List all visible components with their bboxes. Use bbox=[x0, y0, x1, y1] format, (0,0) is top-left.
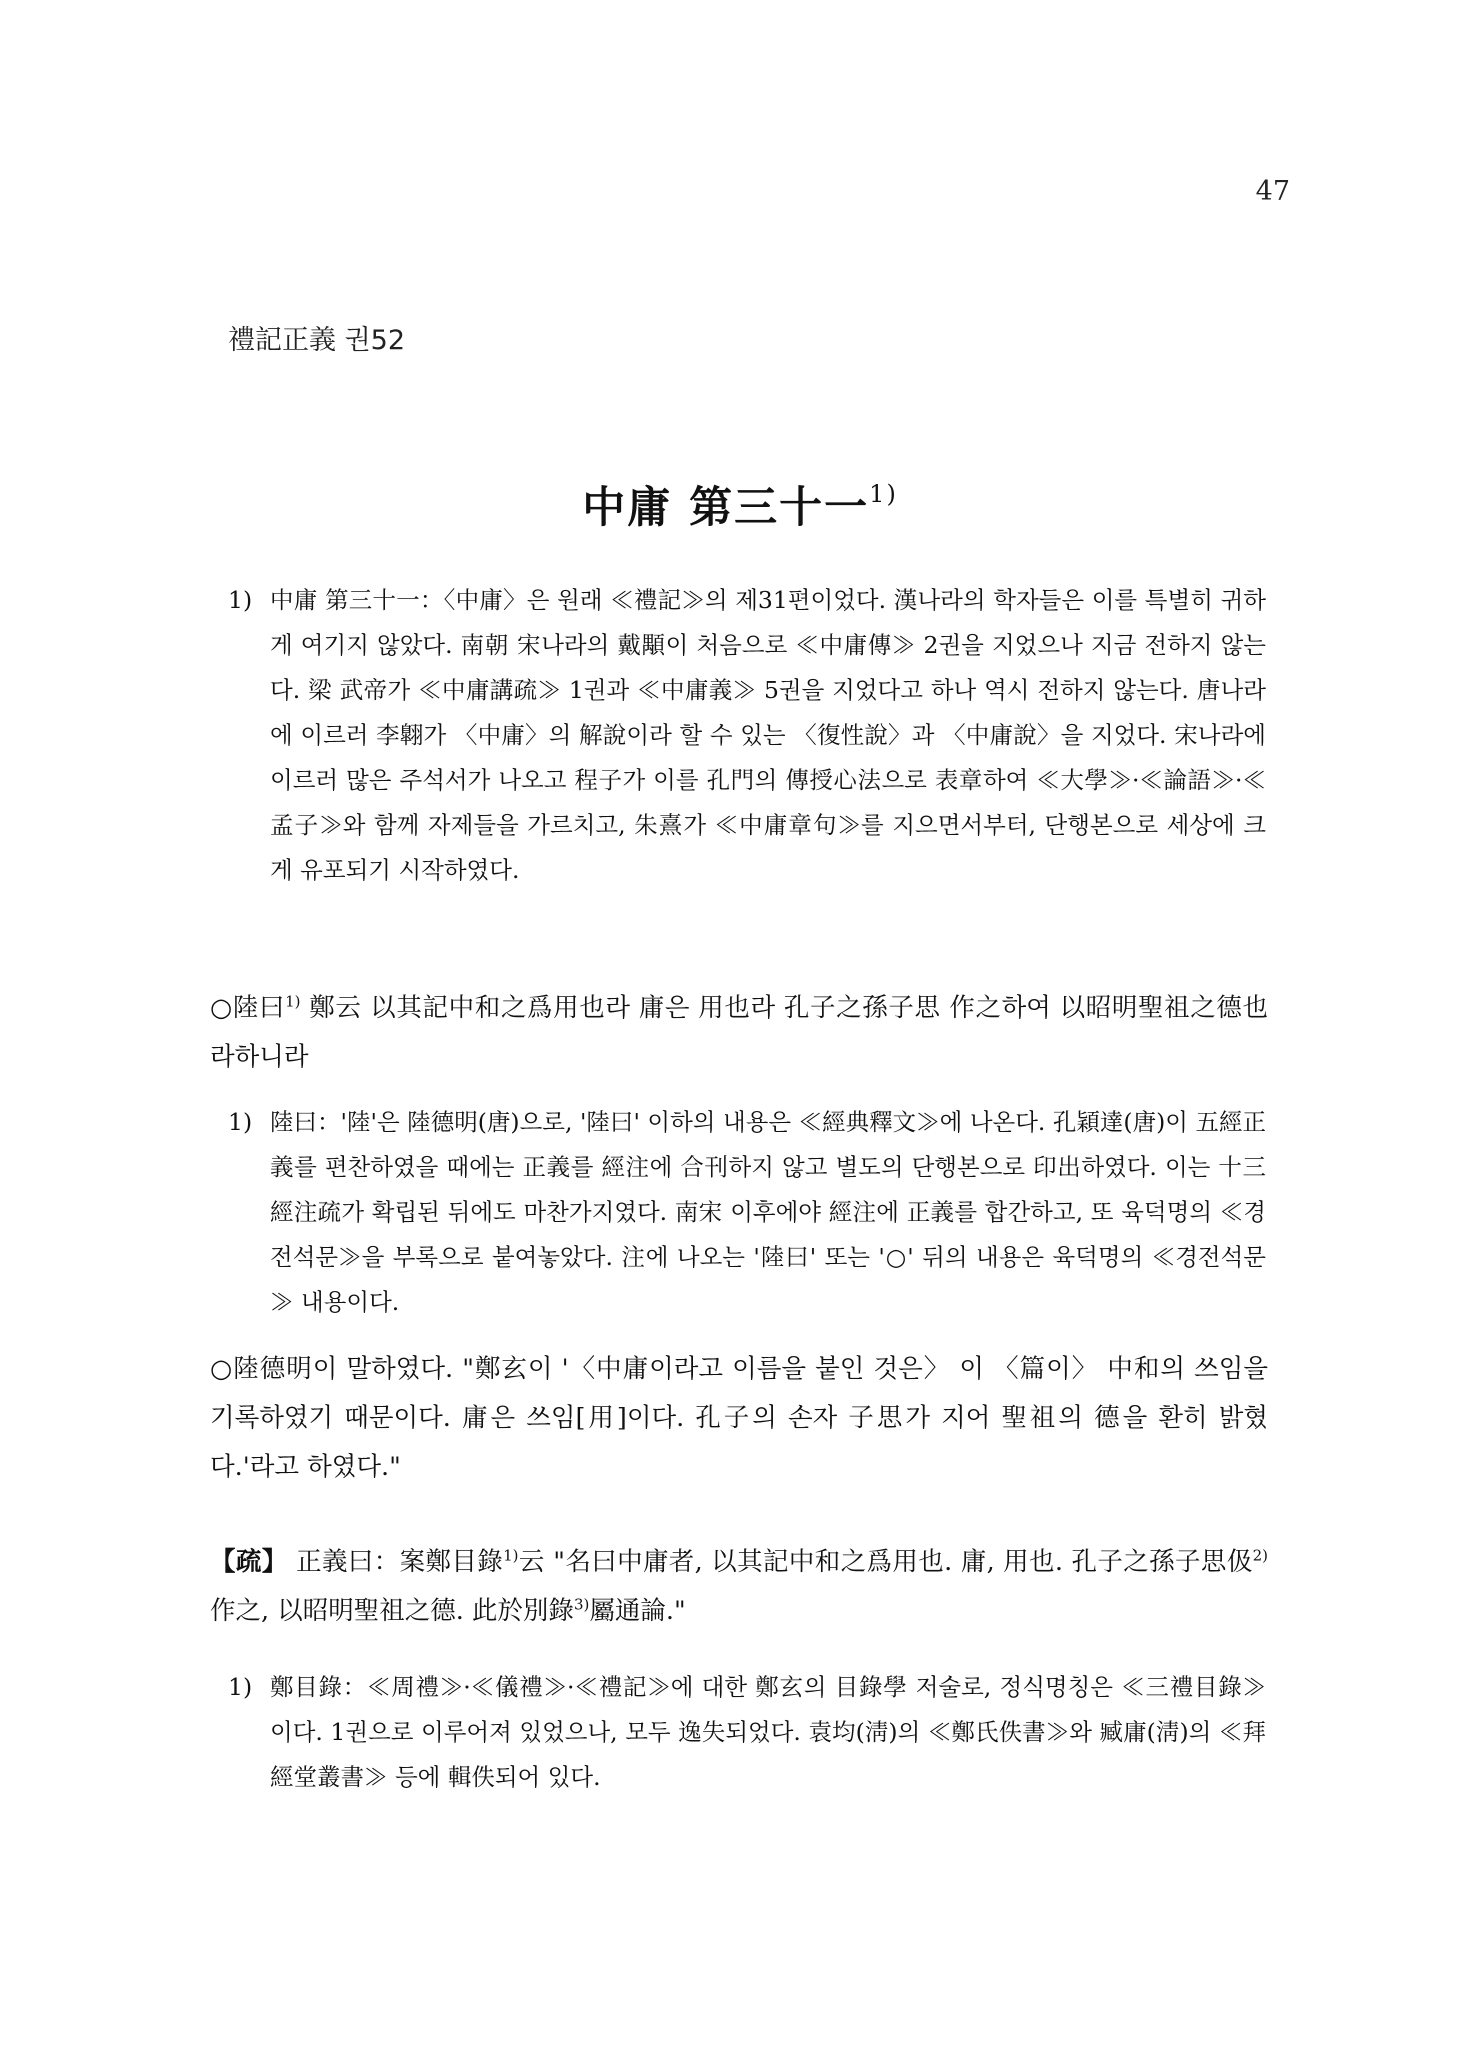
lu-translation: ○陸德明이 말하였다. "鄭玄이 '〈中庸이라고 이름을 붙인 것은〉 이 〈篇이〉 中和의 쓰임을 기록하였기 때문이다. 庸은 쓰임[用]이다. 孔子의 손자 子思가 지어 聖祖의 德을 환히 밝혔다.'라고 하였다." bbox=[210, 1354, 1268, 1482]
footnote-mark: 1) bbox=[228, 586, 253, 614]
footnote-text: 中庸 第三十一：〈中庸〉은 원래 ≪禮記≫의 제31편이었다. 漢나라의 학자들은 이를 특별히 귀하게 여기지 않았다. 南朝 宋나라의 戴顒이 처음으로 ≪中庸傳≫ 2권을 지었으나 지금 전하지 않는다. 梁 武帝가 ≪中庸講疏≫ 1권과 ≪中庸義≫ 5권을 지었다고 하나 역시 전하지 않는다. 唐나라에 이르러 李翺가 〈中庸〉의 解說이라 할 수 있는 〈復性說〉과 〈中庸說〉을 지었다. 宋나라에 이르러 많은 주석서가 나오고 程子가 이를 孔門의 傳授心法으로 表章하여 ≪大學≫·≪論語≫·≪孟子≫와 함께 자제들을 가르치고, 朱熹가 ≪中庸章句≫를 지으면서부터, 단행본으로 세상에 크게 유포되기 시작하였다. bbox=[270, 586, 1266, 884]
lu-footnote-mark: 1) bbox=[285, 992, 301, 1011]
chapter-title-text: 中庸 第三十一 bbox=[582, 483, 870, 533]
footnote-text: 陸曰：'陸'은 陸德明(唐)으로, '陸曰' 이하의 내용은 ≪經典釋文≫에 나온다. 孔穎達(唐)이 五經正義를 편찬하였을 때에는 正義를 經注에 合刊하지 않고 별도의 단행본으로 印出하였다. 이는 十三經注疏가 확립된 뒤에도 마찬가지였다. 南宋 이후에야 經注에 正義를 합간하고, 또 육덕명의 ≪경전석문≫을 부록으로 붙여놓았다. 注에 나오는 '陸曰' 또는 '○' 뒤의 내용은 육덕명의 ≪경전석문≫ 내용이다. bbox=[270, 1108, 1266, 1316]
lu-body: 鄭云 以其記中和之爲用也라 庸은 用也라 孔子之孫子思 作之하여 以昭明聖祖之德也라하니라 bbox=[210, 993, 1268, 1072]
footnote-text: 鄭目錄：≪周禮≫·≪儀禮≫·≪禮記≫에 대한 鄭玄의 目錄學 저술로, 정식명칭은 ≪三禮目錄≫이다. 1권으로 이루어져 있었으나, 모두 逸失되었다. 袁均(淸)의 ≪鄭氏佚書≫와 臧庸(淸)의 ≪拜經堂叢書≫ 등에 輯佚되어 있다. bbox=[270, 1673, 1266, 1791]
shu-label: 【疏】 bbox=[210, 1547, 288, 1577]
shu-text-3: 作之, 以昭明聖祖之德. 此於別錄 bbox=[210, 1596, 574, 1626]
footnote-mulu bbox=[228, 1665, 1266, 1800]
page-number: 47 bbox=[1255, 176, 1290, 207]
lu-lead: ○陸曰 bbox=[210, 993, 286, 1023]
shu-footnote-mark-1: 1) bbox=[503, 1546, 519, 1565]
footnote-lu bbox=[228, 1100, 1266, 1325]
shu-paragraph bbox=[210, 1538, 1268, 1636]
shu-footnote-mark-2: 2) bbox=[1252, 1546, 1268, 1565]
running-header: 禮記正義 권52 bbox=[228, 325, 406, 356]
footnote-mark: 1) bbox=[228, 1108, 253, 1136]
footnote-chapter bbox=[228, 578, 1266, 893]
shu-footnote-mark-3: 3) bbox=[573, 1595, 590, 1614]
chapter-footnote-mark: 1) bbox=[869, 480, 898, 508]
chapter-title bbox=[0, 474, 1480, 535]
shu-text-4: 屬通論." bbox=[589, 1596, 686, 1626]
footnote-mark: 1) bbox=[228, 1673, 253, 1701]
shu-text-1: 正義曰：案鄭目錄 bbox=[287, 1547, 504, 1577]
shu-text-2: 云 "名曰中庸者, 以其記中和之爲用也. 庸, 用也. 孔子之孫子思伋 bbox=[518, 1547, 1253, 1577]
lu-original-text bbox=[210, 984, 1268, 1082]
